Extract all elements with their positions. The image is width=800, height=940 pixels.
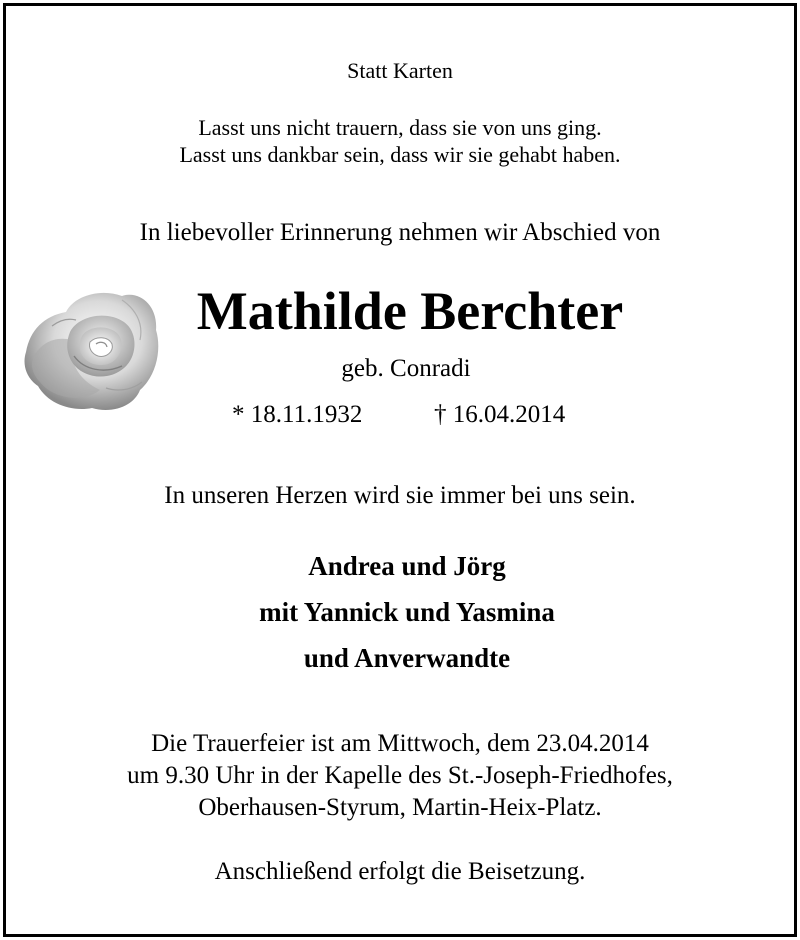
intro-text: In liebevoller Erinnerung nehmen wir Abschied von <box>139 219 661 246</box>
verse-line-2: Lasst uns dankbar sein, dass wir sie gehabt haben. <box>179 142 621 167</box>
death-date: † 16.04.2014 <box>434 401 566 428</box>
statt-karten-heading: Statt Karten <box>347 58 453 83</box>
ceremony-line-2: um 9.30 Uhr in der Kapelle des St.-Joseph-Friedhofes, <box>127 762 673 789</box>
family-line-3: und Anverwandte <box>303 643 511 673</box>
deceased-name: Mathilde Berchter <box>196 281 624 341</box>
birth-date: * 18.11.1932 <box>232 401 363 428</box>
burial-line: Anschließend erfolgt die Beisetzung. <box>214 858 586 885</box>
family-line-2: mit Yannick und Yasmina <box>259 597 555 627</box>
maiden-name: geb. Conradi <box>341 355 471 382</box>
ceremony-line-1: Die Trauerfeier ist am Mittwoch, dem 23.04.2014 <box>151 730 649 757</box>
family-line-1: Andrea und Jörg <box>308 551 506 581</box>
ceremony-line-3: Oberhausen-Styrum, Martin-Heix-Platz. <box>198 794 602 821</box>
verse-line-1: Lasst uns nicht trauern, dass sie von uns ging. <box>198 115 602 140</box>
remembrance-line: In unseren Herzen wird sie immer bei uns sein. <box>164 482 636 509</box>
